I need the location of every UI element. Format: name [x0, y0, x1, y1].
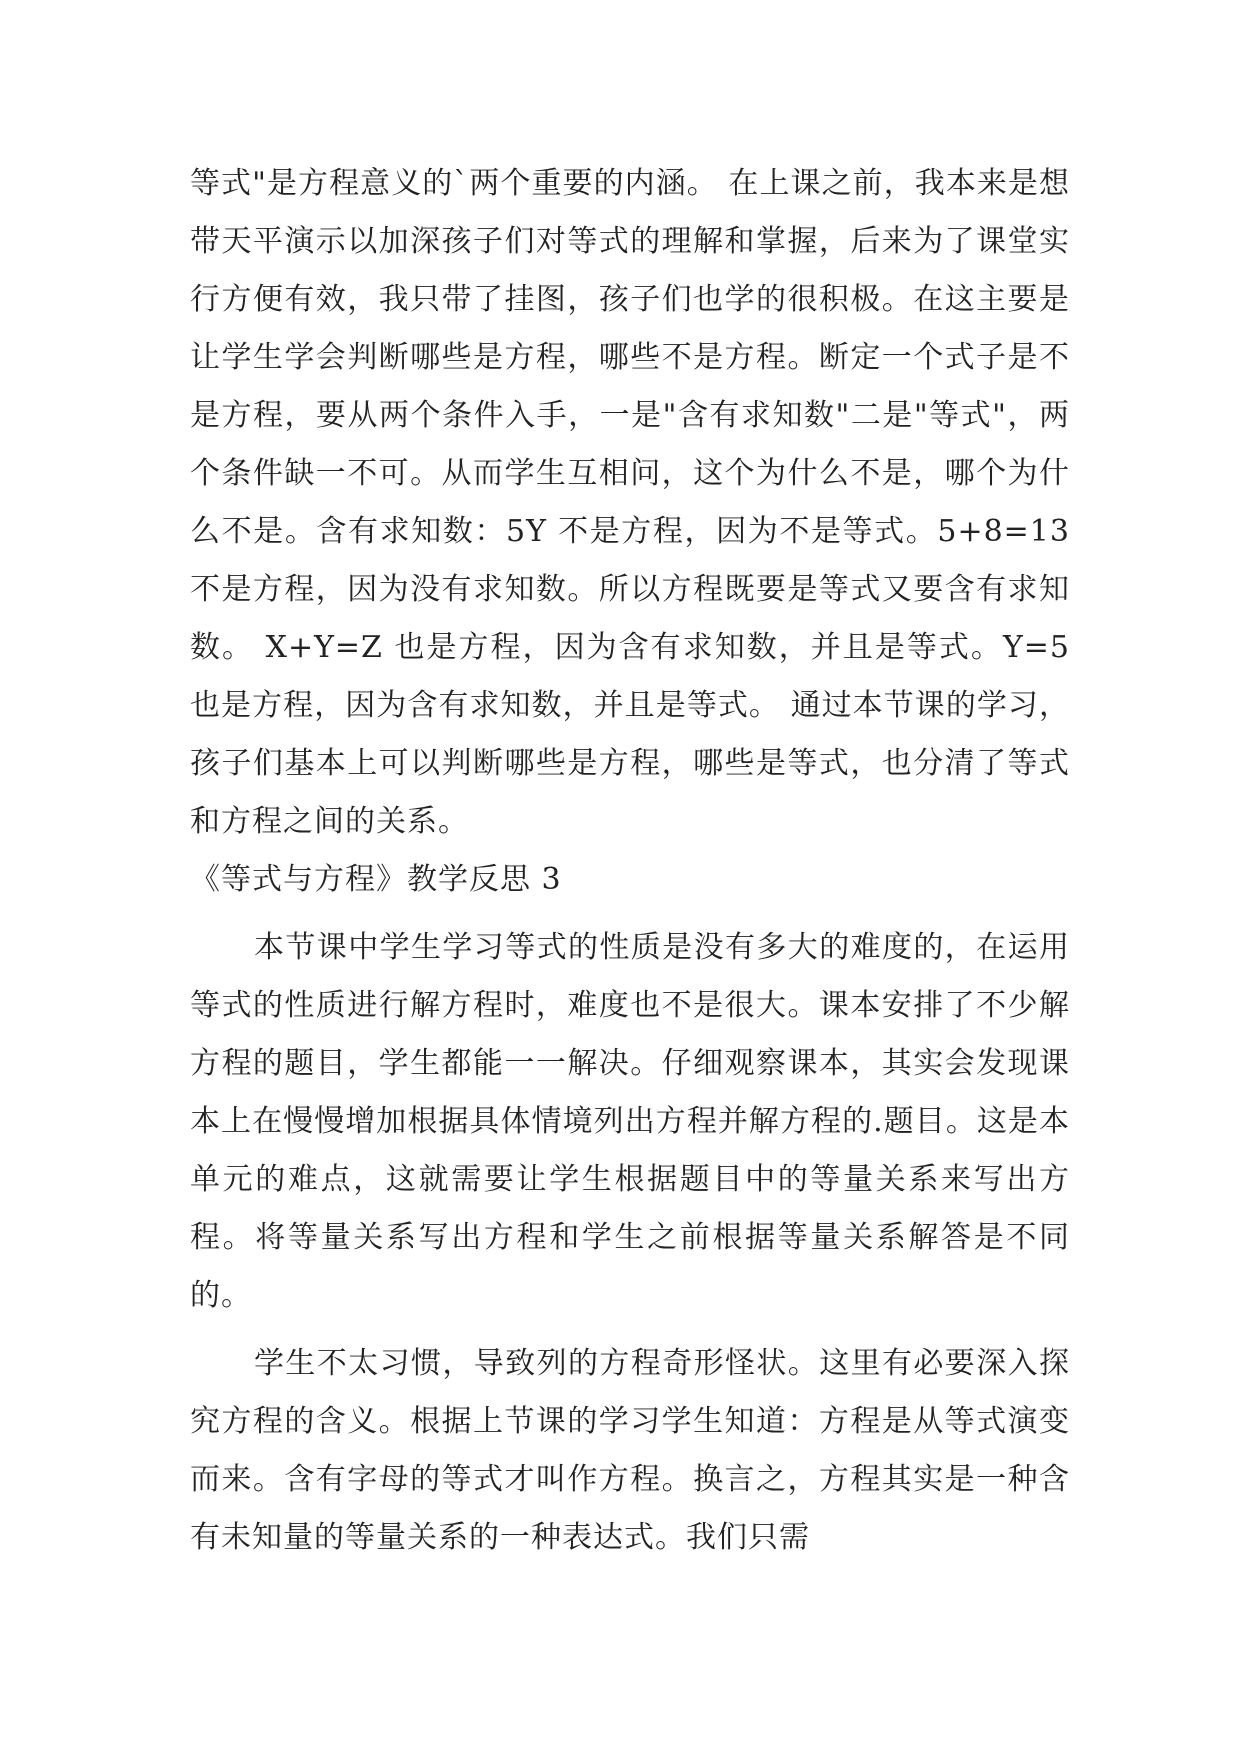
- paragraph-equation-meaning: 学生不太习惯，导致列的方程奇形怪状。这里有必要深入探究方程的含义。根据上节课的学习学生知道：方程是从等式演变而来。含有字母的等式才叫作方程。换言之，方程其实是一种含有未知量的等量关系的一种表达式。我们只需: [190, 1346, 1070, 1555]
- paragraph-equation-definition: 等式"是方程意义的`两个重要的内涵。 在上课之前，我本来是想带天平演示以加深孩子们对等式的理解和掌握，后来为了课堂实行方便有效，我只带了挂图，孩子们也学的很积极。在这主要是让学生学会判断哪些是方程，哪些不是方程。断定一个式子是不是方程，要从两个条件入手，一是"含有求知数"二是"等式"，两个条件缺一不可。从而学生互相问，这个为什么不是，哪个为什么不是。含有求知数：5Y 不是方程，因为不是等式。5+8=13 不是方程，因为没有求知数。所以方程既要是等式又要含有求知数。 X+Y=Z 也是方程，因为含有求知数，并且是等式。Y=5 也是方程，因为含有求知数，并且是等式。 通过本节课的学习，孩子们基本上可以判断哪些是方程，哪些是等式，也分清了等式和方程之间的关系。: [190, 166, 1070, 839]
- paragraph-equation-properties: 本节课中学生学习等式的性质是没有多大的难度的，在运用等式的性质进行解方程时，难度也不是很大。课本安排了不少解方程的题目，学生都能一一解决。仔细观察课本，其实会发现课本上在慢慢增加根据具体情境列出方程并解方程的.题目。这是本单元的难点，这就需要让学生根据题目中的等量关系来写出方程。将等量关系写出方程和学生之前根据等量关系解答是不同的。: [190, 930, 1070, 1313]
- section-heading: 《等式与方程》教学反思 3: [190, 862, 562, 897]
- document-body: [190, 155, 1070, 1567]
